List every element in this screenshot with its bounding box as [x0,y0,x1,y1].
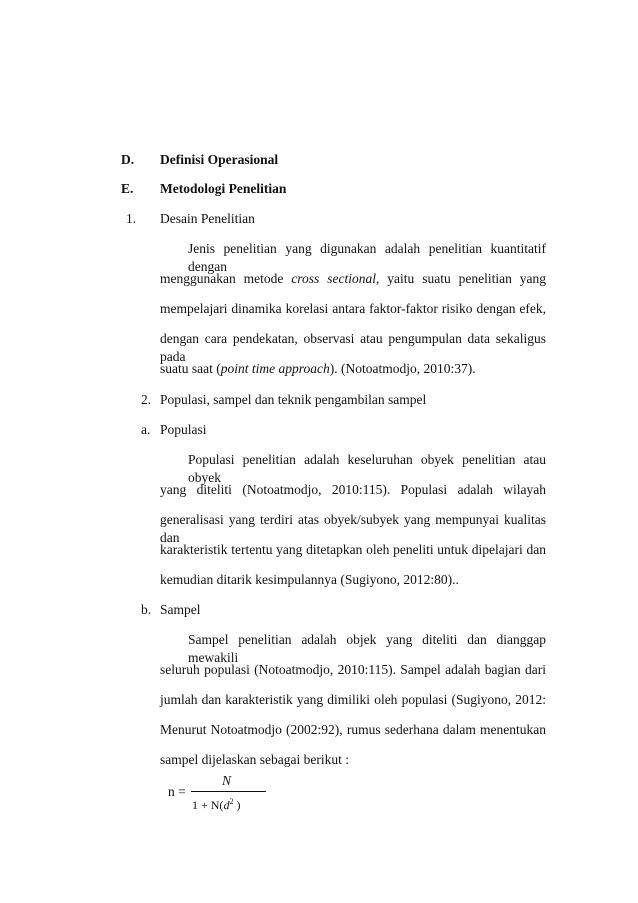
fraction-bar [191,791,266,792]
formula-lhs: n = [168,784,186,799]
item-a-title: Populasi [160,422,207,437]
para2-line4: karakteristik tertentu yang ditetapkan oleh peneliti untuk dipelajari dan [160,542,546,557]
para1-line1: Jenis penelitian yang digunakan adalah penelitian kuantitatif dengan [188,241,546,274]
para3-line4: Menurut Notoatmodjo (2002:92), rumus sederhana dalam menentukan [160,722,546,737]
para1-line5: suatu saat (point time approach). (Notoatmodjo, 2010:37). [160,361,476,376]
para2-line1: Populasi penelitian adalah keseluruhan obyek penelitian atau obyek [188,452,546,485]
section-e-marker: E. [121,181,134,196]
para2-line3: generalisasi yang terdiri atas obyek/subyek yang mempunyai kualitas dan [160,512,546,545]
para1-line2: menggunakan metode cross sectional, yaitu suatu penelitian yang [160,271,546,286]
para1-line4: dengan cara pendekatan, observasi atau pengumpulan data sekaligus pada [160,331,546,364]
para3-line3: jumlah dan karakteristik yang dimiliki oleh populasi (Sugiyono, 2012: [160,692,546,707]
formula-numerator: N [222,773,232,788]
section-d-marker: D. [121,152,135,167]
para2-line2: yang diteliti (Notoatmodjo, 2010:115). Populasi adalah wilayah [160,482,546,497]
para2-line5: kemudian ditarik kesimpulannya (Sugiyono, 2012:80).. [160,572,459,587]
para3-line1: Sampel penelitian adalah objek yang diteliti dan dianggap mewakili [188,632,546,665]
item-b-marker: b. [141,602,152,617]
item-a-marker: a. [141,422,151,437]
para1-line3: mempelajari dinamika korelasi antara faktor-faktor risiko dengan efek, [160,301,546,316]
para3-line2: seluruh populasi (Notoatmodjo, 2010:115). Sampel adalah bagian dari [160,662,546,677]
item-2-title: Populasi, sampel dan teknik pengambilan sampel [160,392,427,407]
section-d-title: Definisi Operasional [160,152,279,167]
para3-line5: sampel dijelaskan sebagai berikut : [160,752,349,767]
item-1-title: Desain Penelitian [160,211,255,226]
item-2-marker: 2. [141,392,152,407]
item-b-title: Sampel [160,602,201,617]
sample-size-formula [168,772,288,812]
section-e-title: Metodologi Penelitian [160,181,287,196]
item-1-marker: 1. [126,211,137,226]
formula-denominator: $1 + N(d^2$ ) [192,797,241,812]
